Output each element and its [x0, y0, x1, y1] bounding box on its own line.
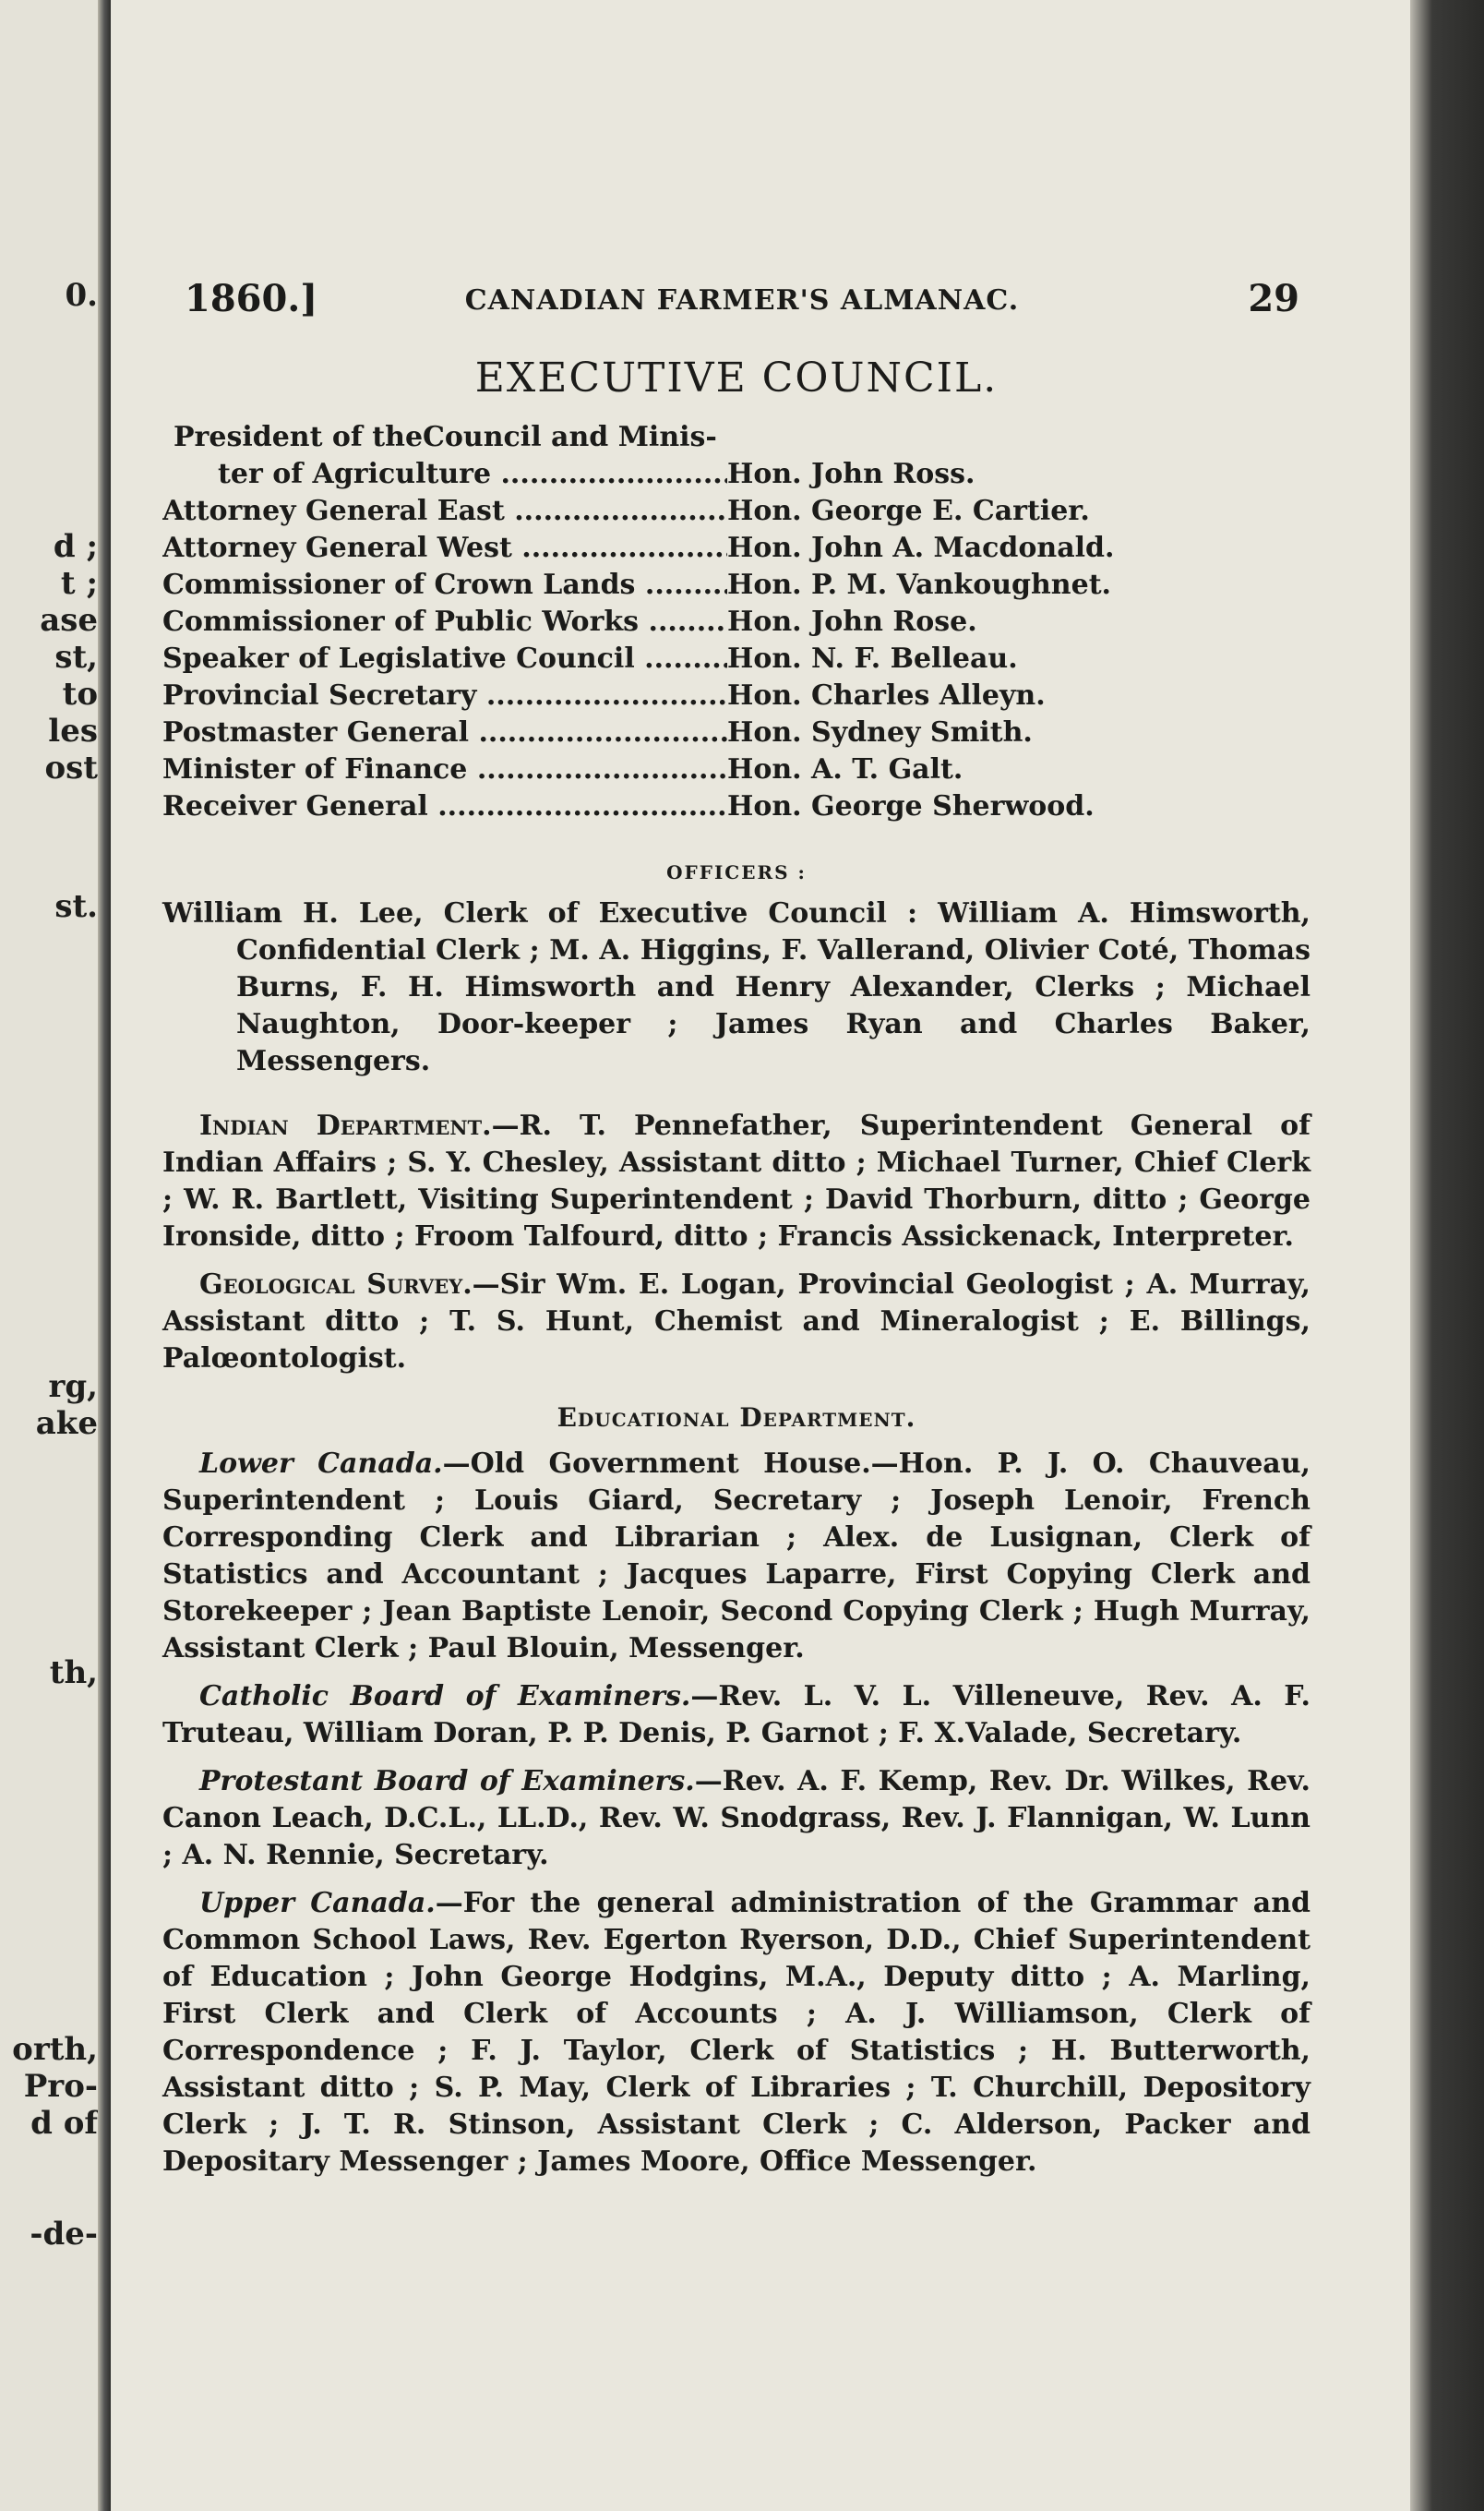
adjacent-page-fragment: Pro-: [23, 2068, 98, 2105]
council-row: [162, 751, 1310, 788]
adjacent-page-fragment: les: [48, 713, 98, 750]
adjacent-page-fragment: ake: [35, 1405, 98, 1442]
book-gutter: [98, 0, 111, 2511]
educational-department-title: Educational Department.: [556, 1402, 916, 1433]
council-office: Minister of Finance .....: [162, 751, 727, 788]
header-year: 1860.]: [185, 277, 318, 320]
council-row: [162, 788, 1310, 825]
geological-survey-heading: Geological Survey.: [199, 1268, 473, 1301]
educational-paragraph-text: —For the general administration of the Grammar and Common School Laws, Rev. Egerton Ryerson, D.D., Chief Superintendent of Education ; John George Hodgins, M.A., Deputy ditto ; A. Marling, First Clerk and Clerk of Accounts ; A. J. Williamson, Clerk of Correspondence ; F. J. Taylor, Clerk of Statistics ; H. Butterworth, Assistant ditto ; S. P. May, Clerk of Libraries ; T. Churchill, Depository Clerk ; J. T. R. Stinson, Assistant Clerk ; C. Alderson, Packer and Depositary Messenger ; James Moore, Office Messenger.: [162, 1887, 1310, 2178]
council-first-line: President of theCouncil and Minis-: [174, 421, 717, 453]
educational-paragraph: [162, 1446, 1310, 1667]
council-row: [162, 678, 1310, 715]
council-office-holder: Hon. Sydney Smith.: [727, 716, 1033, 749]
educational-paragraph-text: —Rev. A. F. Kemp, Rev. Dr. Wilkes, Rev. Canon Leach, D.C.L., LL.D., Rev. W. Snodgrass, Rev. J. Flannigan, W. Lunn ; A. N. Rennie, Secretary.: [162, 1765, 1310, 1871]
adjacent-page-fragment: -de-: [30, 2216, 98, 2253]
adjacent-page-fragment: th,: [49, 1654, 98, 1691]
adjacent-page-fragment: st,: [54, 639, 98, 676]
council-office: Provincial Secretary .....: [162, 678, 727, 715]
adjacent-page-fragment: ase: [40, 602, 98, 639]
educational-paragraph-lead: Catholic Board of Examiners.: [199, 1680, 691, 1712]
council-office-holder: Hon. P. M. Vankoughnet.: [727, 569, 1112, 601]
page-number: 29: [1248, 277, 1299, 320]
council-office: Receiver General .....: [162, 788, 727, 825]
educational-paragraph-lead: Protestant Board of Examiners.: [199, 1765, 695, 1797]
educational-paragraph: [162, 1763, 1310, 1874]
educational-paragraph-lead: Upper Canada.: [199, 1887, 436, 1919]
council-office: ter of Agriculture .....: [162, 456, 727, 493]
council-office: Attorney General West .....: [162, 530, 727, 567]
running-header: [185, 277, 1299, 329]
educational-department-list: [162, 1446, 1310, 2181]
educational-paragraph-lead: Lower Canada.: [199, 1448, 443, 1480]
section-title-executive-council: EXECUTIVE COUNCIL.: [474, 354, 999, 402]
adjacent-page-fragment: to: [62, 676, 98, 713]
council-row: [162, 567, 1310, 604]
page-edge-shadow: [1410, 0, 1484, 2511]
adjacent-page-fragment: t ;: [60, 565, 98, 602]
adjacent-page-fragment: ost: [44, 750, 98, 787]
council-office-holder: Hon. A. T. Galt.: [727, 753, 963, 786]
council-row: [162, 530, 1310, 567]
geological-survey-paragraph: [162, 1267, 1310, 1377]
council-office: Speaker of Legislative Council .....: [162, 641, 727, 678]
council-office: Postmaster General .....: [162, 715, 727, 751]
council-office-holder: Hon. George E. Cartier.: [727, 495, 1090, 527]
indian-department-paragraph: [162, 1108, 1310, 1256]
council-office-holder: Hon. John Rose.: [727, 606, 977, 638]
educational-paragraph: [162, 1678, 1310, 1752]
officers-label: OFFICERS :: [666, 861, 807, 883]
adjacent-page-margin: [0, 0, 103, 2511]
indian-department-text: —R. T. Pennefather, Superintendent General of Indian Affairs ; S. Y. Chesley, Assistant ditto ; Michael Turner, Chief Clerk ; W. R. Bartlett, Visiting Superintendent ; David Thorburn, ditto ; George Ironside, ditto ; Froom Talfourd, ditto ; Francis Assickenack, Interpreter.: [162, 1110, 1310, 1253]
almanac-page: [111, 0, 1410, 2511]
council-office: Commissioner of Public Works .....: [162, 604, 727, 641]
council-row: [162, 456, 1310, 493]
council-row: [162, 715, 1310, 751]
adjacent-page-fragment: d ;: [53, 528, 98, 565]
council-office-holder: Hon. John A. Macdonald.: [727, 532, 1115, 564]
council-office-holder: Hon. Charles Alleyn.: [727, 679, 1046, 712]
council-row: [162, 641, 1310, 678]
council-row: [162, 604, 1310, 641]
adjacent-page-fragment: rg,: [48, 1368, 98, 1405]
page-body: [162, 354, 1310, 2192]
council-list: [162, 456, 1310, 825]
geological-survey-text: —Sir Wm. E. Logan, Provincial Geologist ; A. Murray, Assistant ditto ; T. S. Hunt, Chemist and Mineralogist ; E. Billings, Palœontologist.: [162, 1268, 1311, 1375]
council-office: Commissioner of Crown Lands .....: [162, 567, 727, 604]
officers-paragraph: William H. Lee, Clerk of Executive Council : William A. Himsworth, Confidential Clerk ; M. A. Higgins, F. Vallerand, Olivier Coté, Thomas Burns, F. H. Himsworth and Henry Alexander, Clerks ; Michael Naughton, Door-keeper ; James Ryan and Charles Baker, Messengers.: [162, 897, 1310, 1077]
indian-department-heading: Indian Department.: [199, 1110, 492, 1142]
council-row: [162, 493, 1310, 530]
council-office: Attorney General East .....: [162, 493, 727, 530]
educational-paragraph-text: —Rev. L. V. L. Villeneuve, Rev. A. F. Truteau, William Doran, P. P. Denis, P. Garnot ; F. X.Valade, Secretary.: [162, 1680, 1310, 1749]
council-office-holder: Hon. John Ross.: [727, 458, 975, 490]
council-office-holder: Hon. George Sherwood.: [727, 790, 1095, 823]
educational-paragraph: [162, 1885, 1310, 2181]
adjacent-page-fragment: d of: [30, 2105, 98, 2142]
council-office-holder: Hon. N. F. Belleau.: [727, 643, 1018, 675]
header-title: CANADIAN FARMER'S ALMANAC.: [464, 284, 1020, 317]
adjacent-page-fragment: 0.: [65, 277, 98, 314]
educational-paragraph-text: —Old Government House.—Hon. P. J. O. Chauveau, Superintendent ; Louis Giard, Secretary ; Joseph Lenoir, French Corresponding Clerk and Librarian ; Alex. de Lusignan, Clerk of Statistics and Accountant ; Jacques Laparre, First Copying Clerk and Storekeeper ; Jean Baptiste Lenoir, Second Copying Clerk ; Hugh Murray, Assistant Clerk ; Paul Blouin, Messenger.: [162, 1448, 1310, 1664]
adjacent-page-fragment: orth,: [12, 2031, 98, 2068]
adjacent-page-fragment: st.: [54, 888, 98, 925]
